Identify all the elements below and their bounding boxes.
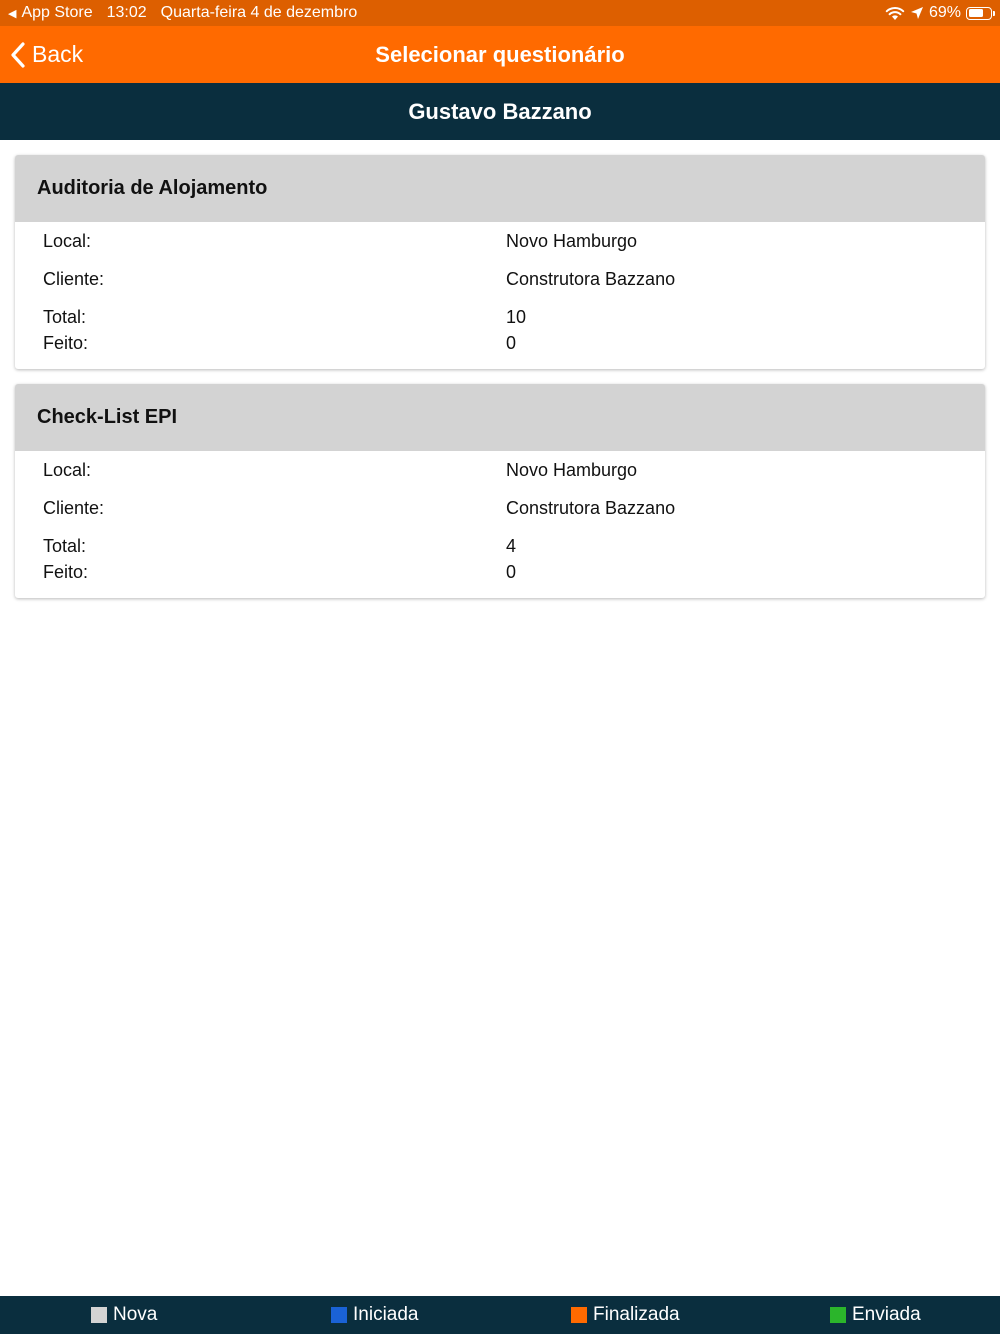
- cliente-label: Cliente:: [43, 498, 105, 518]
- wifi-icon: [885, 6, 905, 21]
- cliente-value: Construtora Bazzano: [506, 269, 676, 289]
- feito-label: Feito:: [43, 562, 89, 582]
- legend-swatch-iniciada: [331, 1307, 347, 1323]
- questionnaire-title[interactable]: Auditoria de Alojamento: [15, 155, 985, 222]
- local-value: Novo Hamburgo: [506, 231, 638, 251]
- legend-label-finalizada: Finalizada: [593, 1304, 680, 1325]
- location-arrow-icon: [910, 6, 924, 20]
- total-label: Total:: [43, 536, 87, 556]
- page-title: Selecionar questionário: [375, 41, 625, 67]
- back-to-app-icon[interactable]: ◀: [8, 7, 17, 20]
- questionnaire-card[interactable]: [15, 384, 985, 598]
- legend-swatch-enviada: [830, 1307, 846, 1323]
- legend-item-nova: [91, 1296, 157, 1334]
- cliente-value: Construtora Bazzano: [506, 498, 676, 518]
- legend-swatch-finalizada: [571, 1307, 587, 1323]
- nav-bar: [0, 26, 1000, 83]
- status-legend: [0, 1296, 1000, 1334]
- total-value: 10: [506, 307, 527, 327]
- total-value: 4: [506, 536, 517, 556]
- legend-item-iniciada: [331, 1296, 419, 1334]
- local-value: Novo Hamburgo: [506, 460, 638, 480]
- back-to-app-label[interactable]: App Store: [21, 4, 93, 21]
- legend-label-iniciada: Iniciada: [353, 1304, 419, 1325]
- questionnaire-title[interactable]: Check-List EPI: [15, 384, 985, 451]
- legend-swatch-nova: [91, 1307, 107, 1323]
- battery-percent: 69%: [928, 4, 961, 21]
- user-name-bar: Gustavo Bazzano: [0, 83, 1000, 140]
- legend-item-enviada: [830, 1296, 921, 1334]
- feito-label: Feito:: [43, 333, 89, 353]
- back-label[interactable]: Back: [32, 41, 84, 67]
- questionnaire-card[interactable]: [15, 155, 985, 369]
- status-time: 13:02: [106, 4, 147, 21]
- local-label: Local:: [43, 231, 92, 251]
- legend-item-finalizada: [571, 1296, 680, 1334]
- status-bar: [0, 0, 1000, 26]
- cliente-label: Cliente:: [43, 269, 105, 289]
- legend-label-nova: Nova: [113, 1304, 158, 1325]
- legend-label-enviada: Enviada: [852, 1304, 921, 1325]
- battery-icon: [966, 7, 992, 20]
- status-date: Quarta-feira 4 de dezembro: [160, 4, 358, 21]
- local-label: Local:: [43, 460, 92, 480]
- feito-value: 0: [506, 333, 517, 353]
- feito-value: 0: [506, 562, 517, 582]
- battery-level: [969, 9, 983, 17]
- total-label: Total:: [43, 307, 87, 327]
